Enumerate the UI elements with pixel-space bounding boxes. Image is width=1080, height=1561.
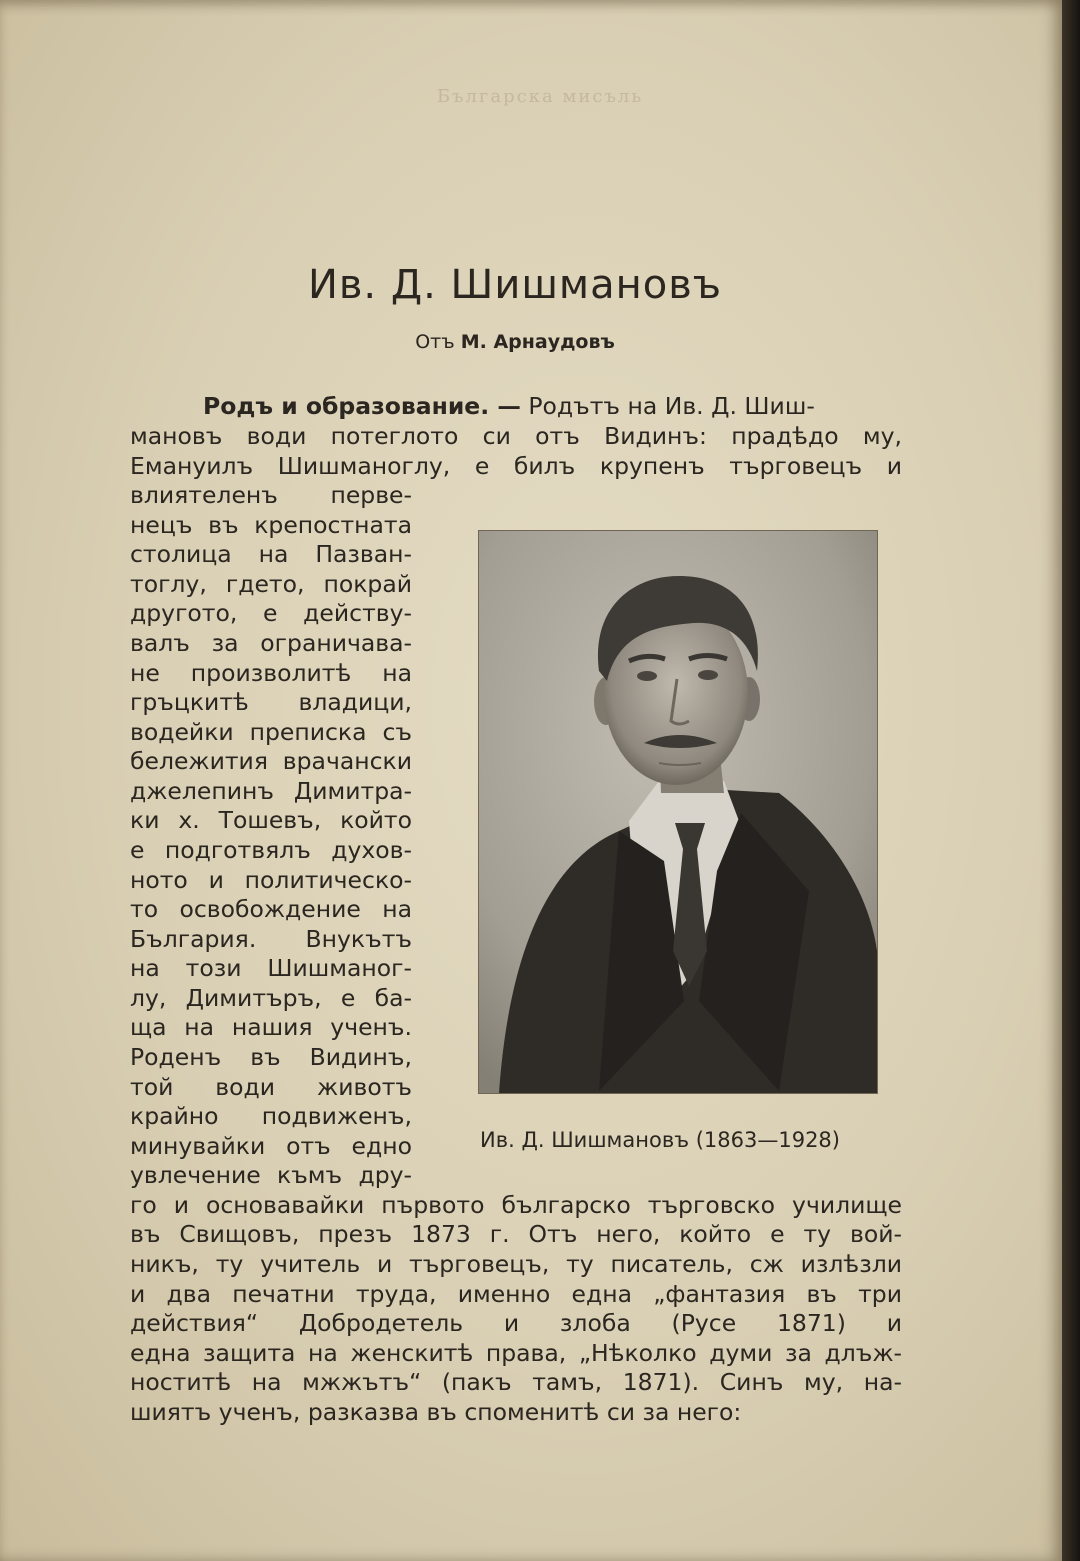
byline <box>300 331 730 353</box>
column-line: тоглу, гдето, покрай <box>130 570 412 598</box>
column-line: бележития врачански <box>130 747 412 775</box>
body-line: шиятъ ученъ, разказва въ споменитѣ си за него: <box>130 1398 742 1426</box>
running-head: Българска мисъль <box>436 86 644 107</box>
body-line: никъ, ту учитель и търговецъ, ту писатель, сж излѣзли <box>130 1250 902 1278</box>
column-line: увлечение къмъ дру- <box>130 1161 412 1189</box>
column-line: ното и политическо- <box>130 866 412 894</box>
column-line: влиятеленъ перве- <box>130 481 412 509</box>
portrait-photo <box>478 530 878 1094</box>
photo-caption: Ив. Д. Шишмановъ (1863—1928) <box>480 1128 840 1152</box>
column-line: столица на Пазван- <box>130 540 412 568</box>
book-binding-edge <box>1062 0 1080 1561</box>
byline-author: М. Арнаудовъ <box>460 331 615 353</box>
column-line: другото, е действу- <box>130 599 412 627</box>
column-line: ща на нашия ученъ. <box>130 1013 412 1041</box>
body-line: въ Свищовъ, презъ 1873 г. Отъ него, който е ту вой- <box>130 1220 902 1248</box>
body-line: ноститѣ на мжжътъ“ (пакъ тамъ, 1871). Синъ му, на- <box>130 1368 902 1396</box>
column-line: валъ за ограничава- <box>130 629 412 657</box>
body-line: мановъ води потеглото си отъ Видинъ: прадѣдо му, <box>130 422 902 450</box>
column-line: не произволитѣ на <box>130 659 412 687</box>
column-line: нецъ въ крепостната <box>130 511 412 539</box>
column-line: то освобождение на <box>130 895 412 923</box>
body-line: Родътъ на Ив. Д. Шиш- <box>528 392 815 420</box>
section-heading: Родъ и образование. — <box>203 392 521 420</box>
paragraph-first-line <box>203 392 902 422</box>
article-title: Ив. Д. Шишмановъ <box>307 262 723 308</box>
column-line: на този Шишманог- <box>130 954 412 982</box>
column-line: България. Внукътъ <box>130 925 412 953</box>
body-line: и два печатни труда, именно една „фантазия въ три <box>130 1280 902 1308</box>
column-line: гръцкитѣ владици, <box>130 688 412 716</box>
body-line: Емануилъ Шишманоглу, е билъ крупенъ търговецъ и <box>130 452 902 480</box>
column-line: водейки преписка съ <box>130 718 412 746</box>
column-line: минувайки отъ едно <box>130 1132 412 1160</box>
column-line: е подготвялъ духов- <box>130 836 412 864</box>
column-line: лу, Димитъръ, е ба- <box>130 984 412 1012</box>
body-line: действия“ Добродетель и злоба (Русе 1871) и <box>130 1309 902 1337</box>
column-line: Роденъ въ Видинъ, <box>130 1043 412 1071</box>
column-line: джелепинъ Димитра- <box>130 777 412 805</box>
portrait-illustration <box>479 531 877 1093</box>
column-line: крайно подвиженъ, <box>130 1102 412 1130</box>
body-line: една защита на женскитѣ права, „Нѣколко думи за длъж- <box>130 1339 902 1367</box>
body-line: го и основавайки първото българско търговско училище <box>130 1191 902 1219</box>
column-line: ки х. Тошевъ, който <box>130 806 412 834</box>
byline-prefix: Отъ <box>415 331 455 353</box>
column-line: той води животъ <box>130 1073 412 1101</box>
